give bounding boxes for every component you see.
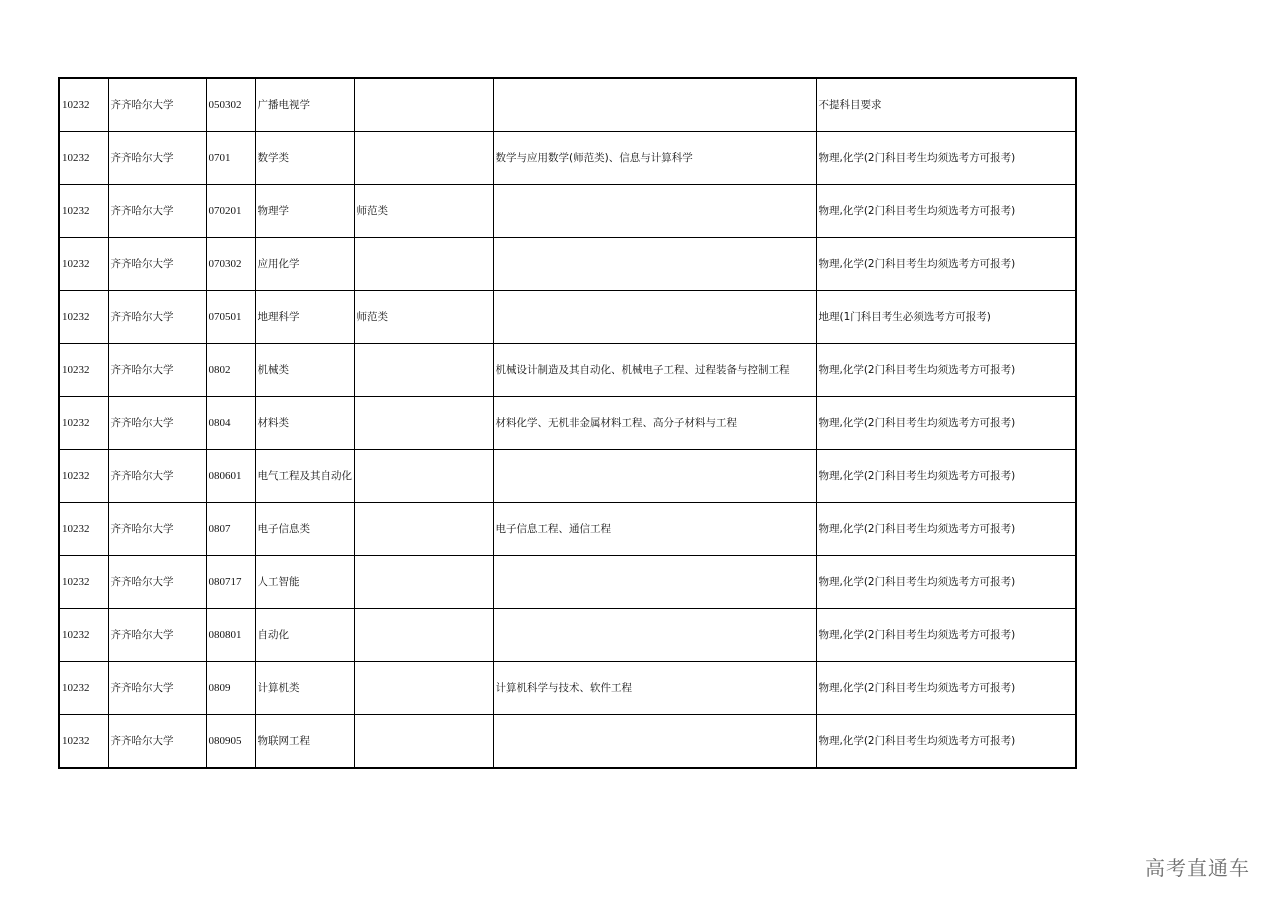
table-row: [59, 715, 1076, 769]
major-name-cell: 数学类: [255, 132, 354, 185]
subject-requirement-cell: 物理,化学(2门科目考生均须选考方可报考): [816, 185, 1076, 238]
school-name-cell: 齐齐哈尔大学: [108, 450, 206, 503]
table-row: [59, 344, 1076, 397]
school-code-cell: 10232: [59, 556, 108, 609]
major-code-cell: 0804: [206, 397, 255, 450]
school-name-cell: 齐齐哈尔大学: [108, 662, 206, 715]
table-row: [59, 609, 1076, 662]
school-name-cell: 齐齐哈尔大学: [108, 78, 206, 132]
included-majors-cell: 材料化学、无机非金属材料工程、高分子材料与工程: [493, 397, 816, 450]
major-note-cell: [354, 450, 493, 503]
included-majors-cell: [493, 450, 816, 503]
school-code-cell: 10232: [59, 291, 108, 344]
school-code-cell: 10232: [59, 238, 108, 291]
table-row: [59, 238, 1076, 291]
school-name-cell: 齐齐哈尔大学: [108, 556, 206, 609]
major-note-cell: [354, 503, 493, 556]
major-note-cell: [354, 715, 493, 769]
included-majors-cell: 数学与应用数学(师范类)、信息与计算科学: [493, 132, 816, 185]
included-majors-cell: 电子信息工程、通信工程: [493, 503, 816, 556]
major-note-cell: 师范类: [354, 291, 493, 344]
major-note-cell: [354, 556, 493, 609]
school-name-cell: 齐齐哈尔大学: [108, 238, 206, 291]
major-name-cell: 计算机类: [255, 662, 354, 715]
major-name-cell: 电子信息类: [255, 503, 354, 556]
school-name-cell: 齐齐哈尔大学: [108, 503, 206, 556]
major-code-cell: 050302: [206, 78, 255, 132]
table-row: [59, 662, 1076, 715]
subject-requirement-cell: 物理,化学(2门科目考生均须选考方可报考): [816, 344, 1076, 397]
school-code-cell: 10232: [59, 132, 108, 185]
school-code-cell: 10232: [59, 185, 108, 238]
subject-requirement-cell: 物理,化学(2门科目考生均须选考方可报考): [816, 238, 1076, 291]
school-name-cell: 齐齐哈尔大学: [108, 715, 206, 769]
table-row: [59, 450, 1076, 503]
major-name-cell: 电气工程及其自动化: [255, 450, 354, 503]
school-code-cell: 10232: [59, 78, 108, 132]
subject-requirement-cell: 物理,化学(2门科目考生均须选考方可报考): [816, 609, 1076, 662]
included-majors-cell: [493, 291, 816, 344]
table-row: [59, 78, 1076, 132]
major-code-cell: 070201: [206, 185, 255, 238]
subject-requirement-cell: 物理,化学(2门科目考生均须选考方可报考): [816, 132, 1076, 185]
major-name-cell: 物理学: [255, 185, 354, 238]
school-name-cell: 齐齐哈尔大学: [108, 185, 206, 238]
major-note-cell: [354, 662, 493, 715]
table-row: [59, 185, 1076, 238]
school-name-cell: 齐齐哈尔大学: [108, 132, 206, 185]
major-note-cell: [354, 78, 493, 132]
major-code-cell: 0809: [206, 662, 255, 715]
subject-requirement-cell: 物理,化学(2门科目考生均须选考方可报考): [816, 556, 1076, 609]
major-note-cell: [354, 397, 493, 450]
included-majors-cell: [493, 78, 816, 132]
table-row: [59, 503, 1076, 556]
major-name-cell: 人工智能: [255, 556, 354, 609]
table-row: [59, 556, 1076, 609]
subject-requirement-cell: 物理,化学(2门科目考生均须选考方可报考): [816, 662, 1076, 715]
school-code-cell: 10232: [59, 503, 108, 556]
school-code-cell: 10232: [59, 662, 108, 715]
school-code-cell: 10232: [59, 609, 108, 662]
included-majors-cell: [493, 556, 816, 609]
included-majors-cell: [493, 185, 816, 238]
major-code-cell: 070501: [206, 291, 255, 344]
major-code-cell: 080801: [206, 609, 255, 662]
major-name-cell: 材料类: [255, 397, 354, 450]
major-name-cell: 应用化学: [255, 238, 354, 291]
major-note-cell: 师范类: [354, 185, 493, 238]
school-code-cell: 10232: [59, 397, 108, 450]
major-code-cell: 080717: [206, 556, 255, 609]
table-row: [59, 397, 1076, 450]
major-name-cell: 广播电视学: [255, 78, 354, 132]
major-note-cell: [354, 132, 493, 185]
included-majors-cell: [493, 238, 816, 291]
watermark-text: 高考直通车: [1145, 856, 1250, 880]
major-note-cell: [354, 609, 493, 662]
major-name-cell: 自动化: [255, 609, 354, 662]
school-name-cell: 齐齐哈尔大学: [108, 397, 206, 450]
major-note-cell: [354, 344, 493, 397]
major-code-cell: 080905: [206, 715, 255, 769]
included-majors-cell: [493, 715, 816, 769]
school-name-cell: 齐齐哈尔大学: [108, 291, 206, 344]
included-majors-cell: 计算机科学与技术、软件工程: [493, 662, 816, 715]
school-name-cell: 齐齐哈尔大学: [108, 344, 206, 397]
subject-requirement-cell: 地理(1门科目考生必须选考方可报考): [816, 291, 1076, 344]
subject-requirement-cell: 不提科目要求: [816, 78, 1076, 132]
table-row: [59, 132, 1076, 185]
school-code-cell: 10232: [59, 450, 108, 503]
major-note-cell: [354, 238, 493, 291]
subject-requirement-cell: 物理,化学(2门科目考生均须选考方可报考): [816, 503, 1076, 556]
major-name-cell: 物联网工程: [255, 715, 354, 769]
major-code-cell: 0802: [206, 344, 255, 397]
included-majors-cell: [493, 609, 816, 662]
subject-requirement-cell: 物理,化学(2门科目考生均须选考方可报考): [816, 450, 1076, 503]
school-code-cell: 10232: [59, 344, 108, 397]
school-code-cell: 10232: [59, 715, 108, 769]
major-name-cell: 机械类: [255, 344, 354, 397]
included-majors-cell: 机械设计制造及其自动化、机械电子工程、过程装备与控制工程: [493, 344, 816, 397]
subject-requirement-cell: 物理,化学(2门科目考生均须选考方可报考): [816, 397, 1076, 450]
major-name-cell: 地理科学: [255, 291, 354, 344]
subject-requirement-cell: 物理,化学(2门科目考生均须选考方可报考): [816, 715, 1076, 769]
table-row: [59, 291, 1076, 344]
major-code-cell: 0807: [206, 503, 255, 556]
admission-table: [58, 77, 1077, 769]
major-code-cell: 080601: [206, 450, 255, 503]
major-code-cell: 070302: [206, 238, 255, 291]
school-name-cell: 齐齐哈尔大学: [108, 609, 206, 662]
major-code-cell: 0701: [206, 132, 255, 185]
